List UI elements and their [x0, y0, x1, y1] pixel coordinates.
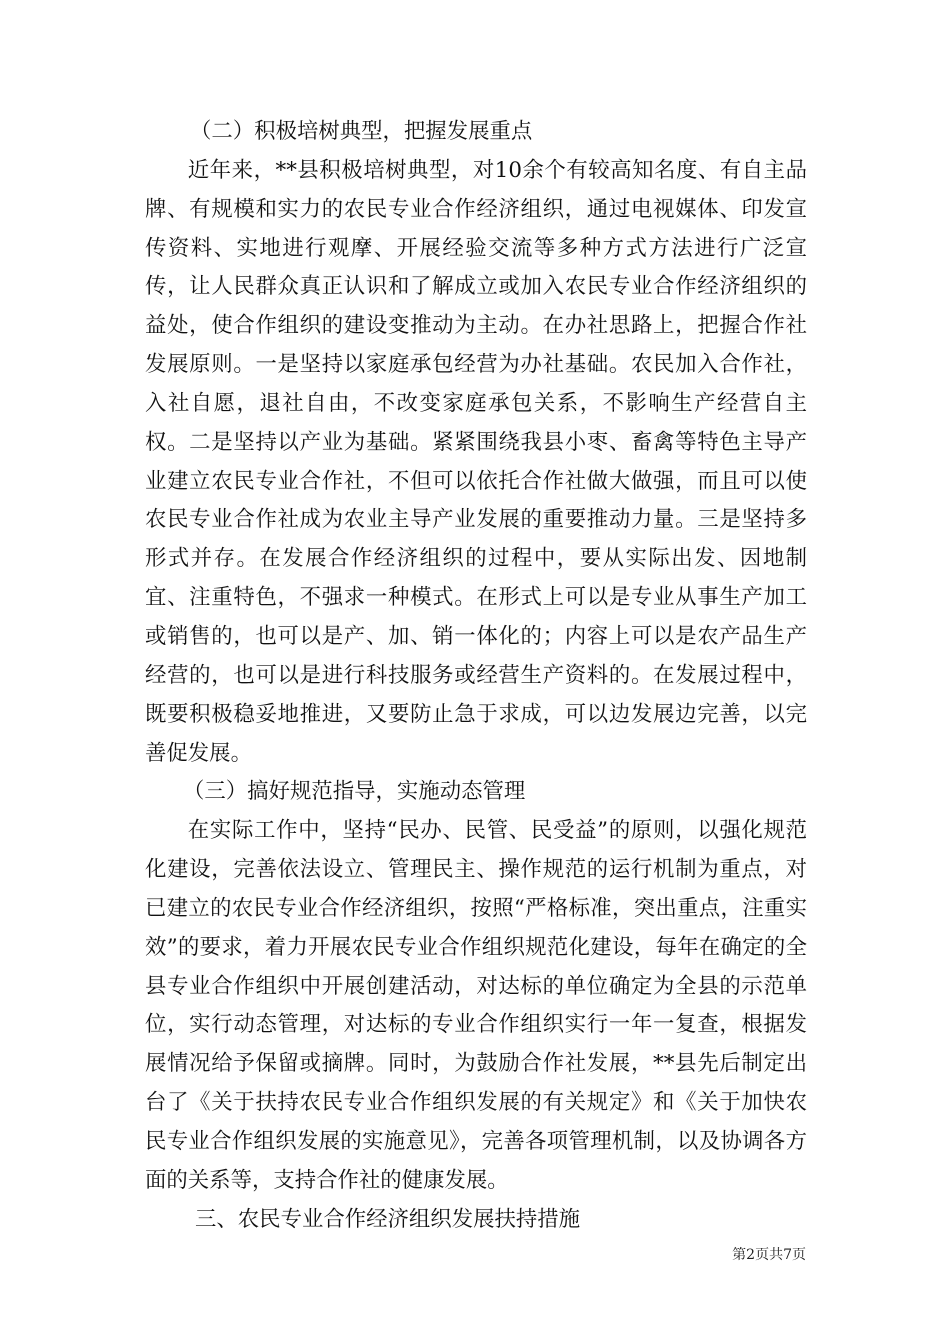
- paragraph-standardization: 在实际工作中，坚持“民办、民管、民受益”的原则，以强化规范化建设，完善依法设立、管理民主、操作规范的运行机制为重点，对已建立的农民专业合作经济组织，按照“严格标准，突出重点，注重实效”的要求，着力开展农民专业合作组织规范化建设，每年在确定的全县专业合作组织中开展创建活动，对达标的单位确定为全县的示范单位，实行动态管理，对达标的专业合作组织实行一年一复查，根据发展情况给予保留或摘牌。同时，为鼓励合作社发展，**县先后制定出台了《关于扶持农民专业合作组织发展的有关规定》和《关于加快农民专业合作组织发展的实施意见》，完善各项管理机制，以及协调各方面的关系等，支持合作社的健康发展。: [145, 818, 807, 1193]
- document-body: [145, 113, 807, 1239]
- subheading-three: （三）搞好规范指导，实施动态管理: [183, 779, 526, 805]
- section-heading-three: 三、农民专业合作经济组织发展扶持措施: [195, 1206, 581, 1232]
- paragraph-typical-models: 近年来，**县积极培树典型，对10余个有较高知名度、有自主品牌、有规模和实力的农民专业合作经济组织，通过电视媒体、印发宣传资料、实地进行观摩、开展经验交流等多种方式方法进行广泛宣传，让人民群众真正认识和了解成立或加入农民专业合作经济组织的益处，使合作组织的建设变推动为主动。在办社思路上，把握合作社发展原则。一是坚持以家庭承包经营为办社基础。农民加入合作社，入社自愿，退社自由，不改变家庭承包关系，不影响生产经营自主权。二是坚持以产业为基础。紧紧围绕我县小枣、畜禽等特色主导产业建立农民专业合作社，不但可以依托合作社做大做强，而且可以使农民专业合作社成为农业主导产业发展的重要推动力量。三是坚持多形式并存。在发展合作经济组织的过程中，要从实际出发、因地制宜、注重特色，不强求一种模式。在形式上可以是专业从事生产加工或销售的，也可以是产、加、销一体化的；内容上可以是农产品生产经营的，也可以是进行科技服务或经营生产资料的。在发展过程中，既要积极稳妥地推进，又要防止急于求成，可以边发展边完善，以完善促发展。: [145, 157, 807, 766]
- subheading-two: （二）积极培树典型，把握发展重点: [190, 119, 533, 144]
- page-number-footer: 第2页共7页: [732, 1247, 806, 1263]
